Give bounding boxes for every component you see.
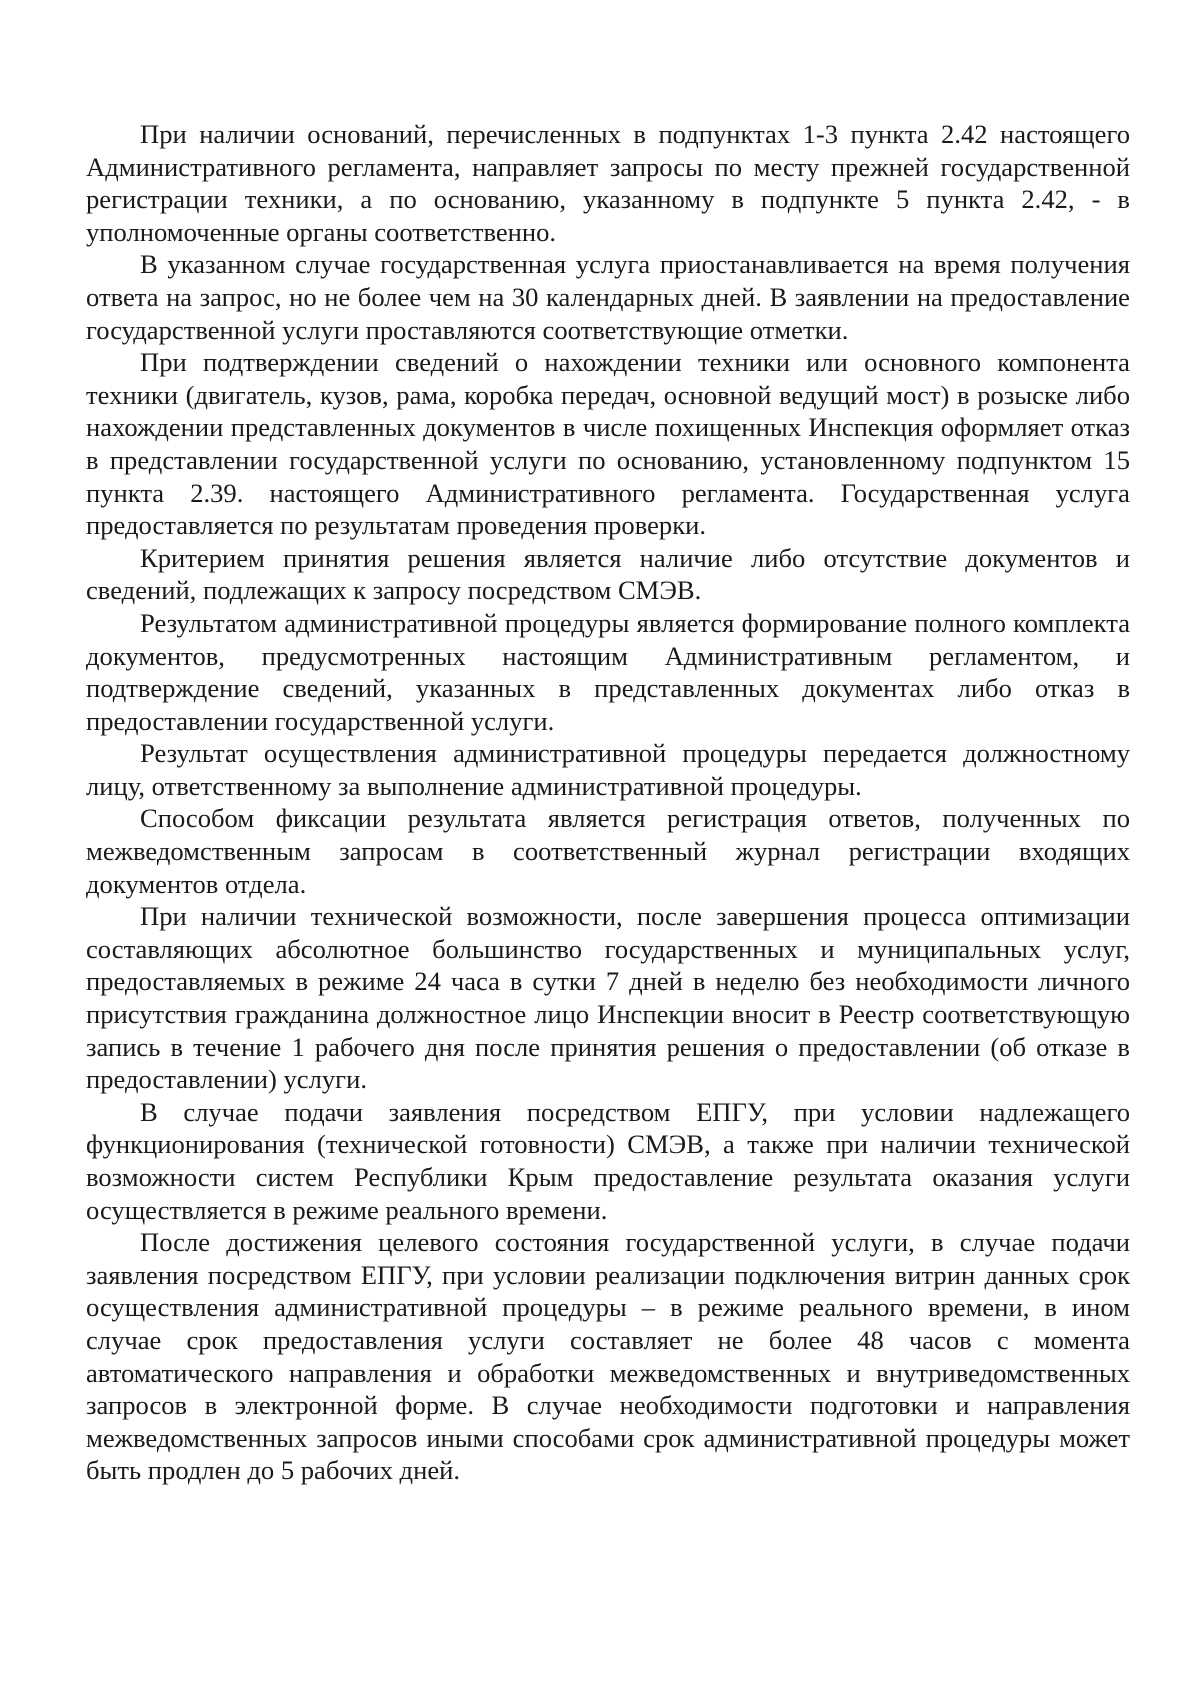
paragraph-1: При наличии оснований, перечисленных в подпунктах 1-3 пункта 2.42 настоящего Административного регламента, направляет запросы по месту прежней государственной регистрации техники, а по основанию, указанному в подпункте 5 пункта 2.42, - в уполномоченные органы соответственно. <box>86 119 1130 247</box>
paragraph-2: В указанном случае государственная услуга приостанавливается на время получения ответа на запрос, но не более чем на 30 календарных дней. В заявлении на предоставление государственной услуги проставляются соответствующие отметки. <box>86 249 1130 345</box>
document-page <box>86 118 1130 1487</box>
paragraph-5: Результатом административной процедуры является формирование полного комплекта документов, предусмотренных настоящим Административным регламентом, и подтверждение сведений, указанных в представленных документах либо отказ в предоставлении государственной услуги. <box>86 607 1130 736</box>
paragraph-7: Способом фиксации результата является регистрация ответов, полученных по межведомственным запросам в соответственный журнал регистрации входящих документов отдела. <box>86 803 1130 899</box>
paragraph-6: Результат осуществления административной процедуры передается должностному лицу, ответственному за выполнение административной процедуры. <box>86 738 1130 801</box>
paragraph-3: При подтверждении сведений о нахождении техники или основного компонента техники (двигатель, кузов, рама, коробка передач, основной ведущий мост) в розыске либо нахождении представленных документов в числе похищенных Инспекция оформляет отказ в представлении государственной услуги по основанию, установленному подпунктом 15 пункта 2.39. настоящего Административного регламента. Государственная услуга предоставляется по результатам проведения проверки. <box>86 347 1130 541</box>
paragraph-8: При наличии технической возможности, после завершения процесса оптимизации составляющих абсолютное большинство государственных и муниципальных услуг, предоставляемых в режиме 24 часа в сутки 7 дней в неделю без необходимости личного присутствия гражданина должностное лицо Инспекции вносит в Реестр соответствующую запись в течение 1 рабочего дня после принятия решения о предоставлении (об отказе в предоставлении) услуги. <box>86 901 1130 1095</box>
paragraph-10: После достижения целевого состояния государственной услуги, в случае подачи заявления посредством ЕПГУ, при условии реализации подключения витрин данных срок осуществления административной процедуры – в режиме реального времени, в ином случае срок предоставления услуги составляет не более 48 часов с момента автоматического направления и обработки межведомственных и внутриведомственных запросов в электронной форме. В случае необходимости подготовки и направления межведомственных запросов иными способами срок административной процедуры может быть продлен до 5 рабочих дней. <box>86 1227 1130 1486</box>
paragraph-4: Критерием принятия решения является наличие либо отсутствие документов и сведений, подлежащих к запросу посредством СМЭВ. <box>86 542 1130 606</box>
paragraph-9: В случае подачи заявления посредством ЕПГУ, при условии надлежащего функционирования (технической готовности) СМЭВ, а также при наличии технической возможности систем Республики Крым предоставление результата оказания услуги осуществляется в режиме реального времени. <box>86 1096 1130 1225</box>
